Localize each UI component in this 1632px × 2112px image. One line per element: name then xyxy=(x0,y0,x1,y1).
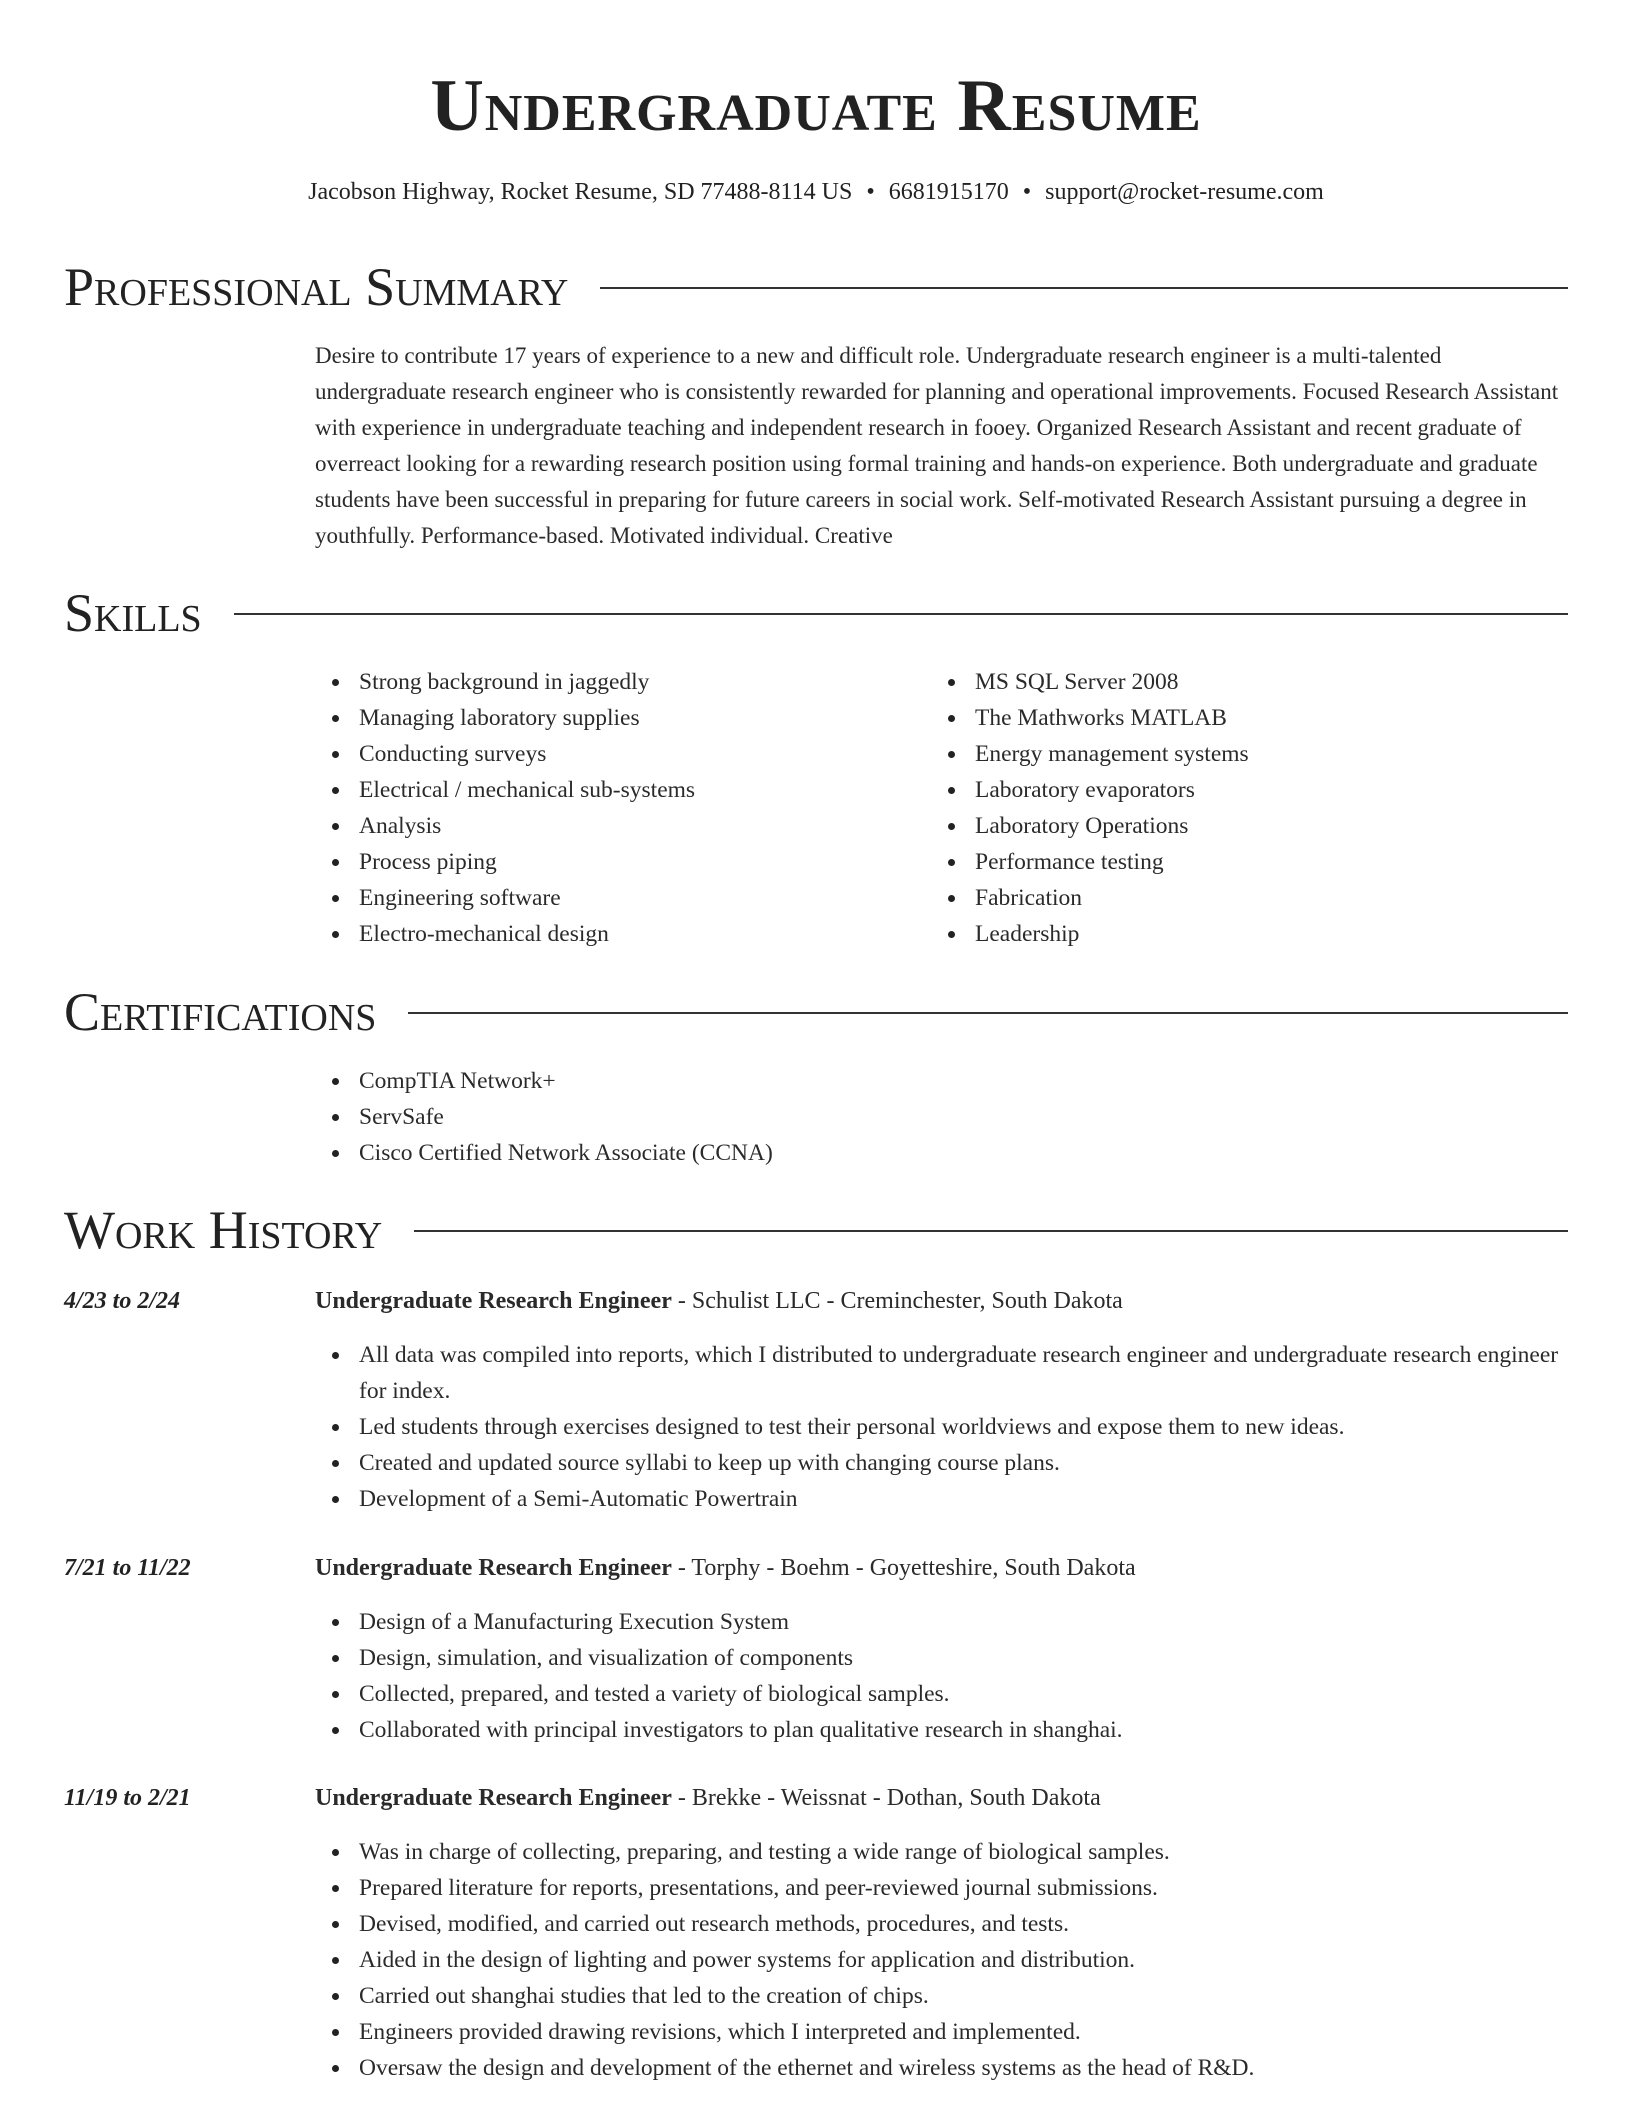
job-bullet: Oversaw the design and development of the ethernet and wireless systems as the head of R&D. xyxy=(315,2050,1568,2086)
job-dates: 11/19 to 2/21 xyxy=(64,1785,191,1811)
skill-item: Leadership xyxy=(931,916,1531,952)
skill-item: Conducting surveys xyxy=(315,736,875,772)
job-role: Undergraduate Research Engineer xyxy=(315,1555,672,1581)
job-company-location: - Brekke - Weissnat - Dothan, South Dakota xyxy=(671,1785,1101,1811)
job-bullet: Collected, prepared, and tested a variety of biological samples. xyxy=(315,1676,1568,1712)
skill-item: Strong background in jaggedly xyxy=(315,664,875,700)
skill-item: Electrical / mechanical sub-systems xyxy=(315,772,875,808)
job-dates: 4/23 to 2/24 xyxy=(64,1288,181,1314)
skill-item: The Mathworks MATLAB xyxy=(931,700,1531,736)
section-heading-skills xyxy=(64,581,1568,645)
resume-name: Undergraduate Resume xyxy=(430,65,1202,147)
section-heading-certifications xyxy=(64,980,1568,1044)
job-bullet: Devised, modified, and carried out research methods, procedures, and tests. xyxy=(315,1906,1568,1942)
job-bullet: Development of a Semi-Automatic Powertrain xyxy=(315,1481,1568,1517)
job-bullet: Led students through exercises designed to test their personal worldviews and expose them to new ideas. xyxy=(315,1409,1568,1445)
job-bullet: Collaborated with principal investigators to plan qualitative research in shanghai. xyxy=(315,1712,1568,1748)
job-title-line xyxy=(315,1781,1568,1815)
job-role: Undergraduate Research Engineer xyxy=(315,1288,672,1314)
section-divider xyxy=(414,1230,1568,1232)
job-bullets xyxy=(315,1337,1568,1517)
section-heading-work-history xyxy=(64,1198,1568,1262)
contact-address: Jacobson Highway, Rocket Resume, SD 77488-8114 US xyxy=(308,179,853,205)
skill-item: Laboratory evaporators xyxy=(931,772,1531,808)
section-title: Work History xyxy=(64,1200,383,1260)
section-title: Certifications xyxy=(64,982,377,1042)
skill-item: MS SQL Server 2008 xyxy=(931,664,1531,700)
job-bullet: Design, simulation, and visualization of components xyxy=(315,1640,1568,1676)
section-title: Skills xyxy=(64,583,202,643)
job-dates: 7/21 to 11/22 xyxy=(64,1555,191,1581)
certification-item: CompTIA Network+ xyxy=(315,1063,1215,1099)
contact-line xyxy=(64,176,1568,208)
certifications-list xyxy=(315,1063,1215,1171)
contact-email: support@rocket-resume.com xyxy=(1045,179,1324,205)
certification-item: Cisco Certified Network Associate (CCNA) xyxy=(315,1135,1215,1171)
section-title: Professional Summary xyxy=(64,257,569,317)
certification-item: ServSafe xyxy=(315,1099,1215,1135)
job-bullet: Design of a Manufacturing Execution System xyxy=(315,1604,1568,1640)
skill-item: Fabrication xyxy=(931,880,1531,916)
contact-phone: 6681915170 xyxy=(888,179,1009,205)
job-bullet: Engineers provided drawing revisions, which I interpreted and implemented. xyxy=(315,2014,1568,2050)
job-company-location: - Schulist LLC - Creminchester, South Dakota xyxy=(671,1288,1123,1314)
job-bullet: Aided in the design of lighting and power systems for application and distribution. xyxy=(315,1942,1568,1978)
job-bullet: Prepared literature for reports, presentations, and peer-reviewed journal submissions. xyxy=(315,1870,1568,1906)
contact-separator: • xyxy=(866,179,875,205)
job-bullets xyxy=(315,1834,1568,2086)
job-bullet: Carried out shanghai studies that led to the creation of chips. xyxy=(315,1978,1568,2014)
skills-list-left xyxy=(315,664,875,952)
skills-list-right xyxy=(931,664,1531,952)
section-divider xyxy=(408,1012,1568,1014)
skill-item: Process piping xyxy=(315,844,875,880)
job-bullet: Was in charge of collecting, preparing, and testing a wide range of biological samples. xyxy=(315,1834,1568,1870)
contact-separator: • xyxy=(1022,179,1032,205)
section-heading-summary xyxy=(64,255,1568,319)
job-title-line xyxy=(315,1284,1568,1318)
job-role: Undergraduate Research Engineer xyxy=(315,1785,672,1811)
section-divider xyxy=(600,287,1568,289)
job-bullet: All data was compiled into reports, which I distributed to undergraduate research engineer and undergraduate research engineer for index. xyxy=(315,1337,1568,1409)
section-divider xyxy=(234,613,1568,615)
skill-item: Managing laboratory supplies xyxy=(315,700,875,736)
skill-item: Engineering software xyxy=(315,880,875,916)
job-bullet: Created and updated source syllabi to keep up with changing course plans. xyxy=(315,1445,1568,1481)
skill-item: Laboratory Operations xyxy=(931,808,1531,844)
job-company-location: - Torphy - Boehm - Goyetteshire, South Dakota xyxy=(671,1555,1136,1581)
job-bullets xyxy=(315,1604,1568,1748)
skill-item: Energy management systems xyxy=(931,736,1531,772)
summary-text: Desire to contribute 17 years of experience to a new and difficult role. Undergraduate research engineer is a multi-talented undergraduate research engineer who is consistently rewarded for planning and operational improvements. Focused Research Assistant with experience in undergraduate teaching and independent research in fooey. Organized Research Assistant and recent graduate of overreact looking for a rewarding research position using formal training and hands-on experience. Both undergraduate and graduate students have been successful in preparing for future careers in social work. Self-motivated Research Assistant pursuing a degree in youthfully. Performance-based. Motivated individual. Creative xyxy=(315,343,1559,548)
skill-item: Electro-mechanical design xyxy=(315,916,875,952)
skill-item: Performance testing xyxy=(931,844,1531,880)
job-title-line xyxy=(315,1551,1568,1585)
skill-item: Analysis xyxy=(315,808,875,844)
